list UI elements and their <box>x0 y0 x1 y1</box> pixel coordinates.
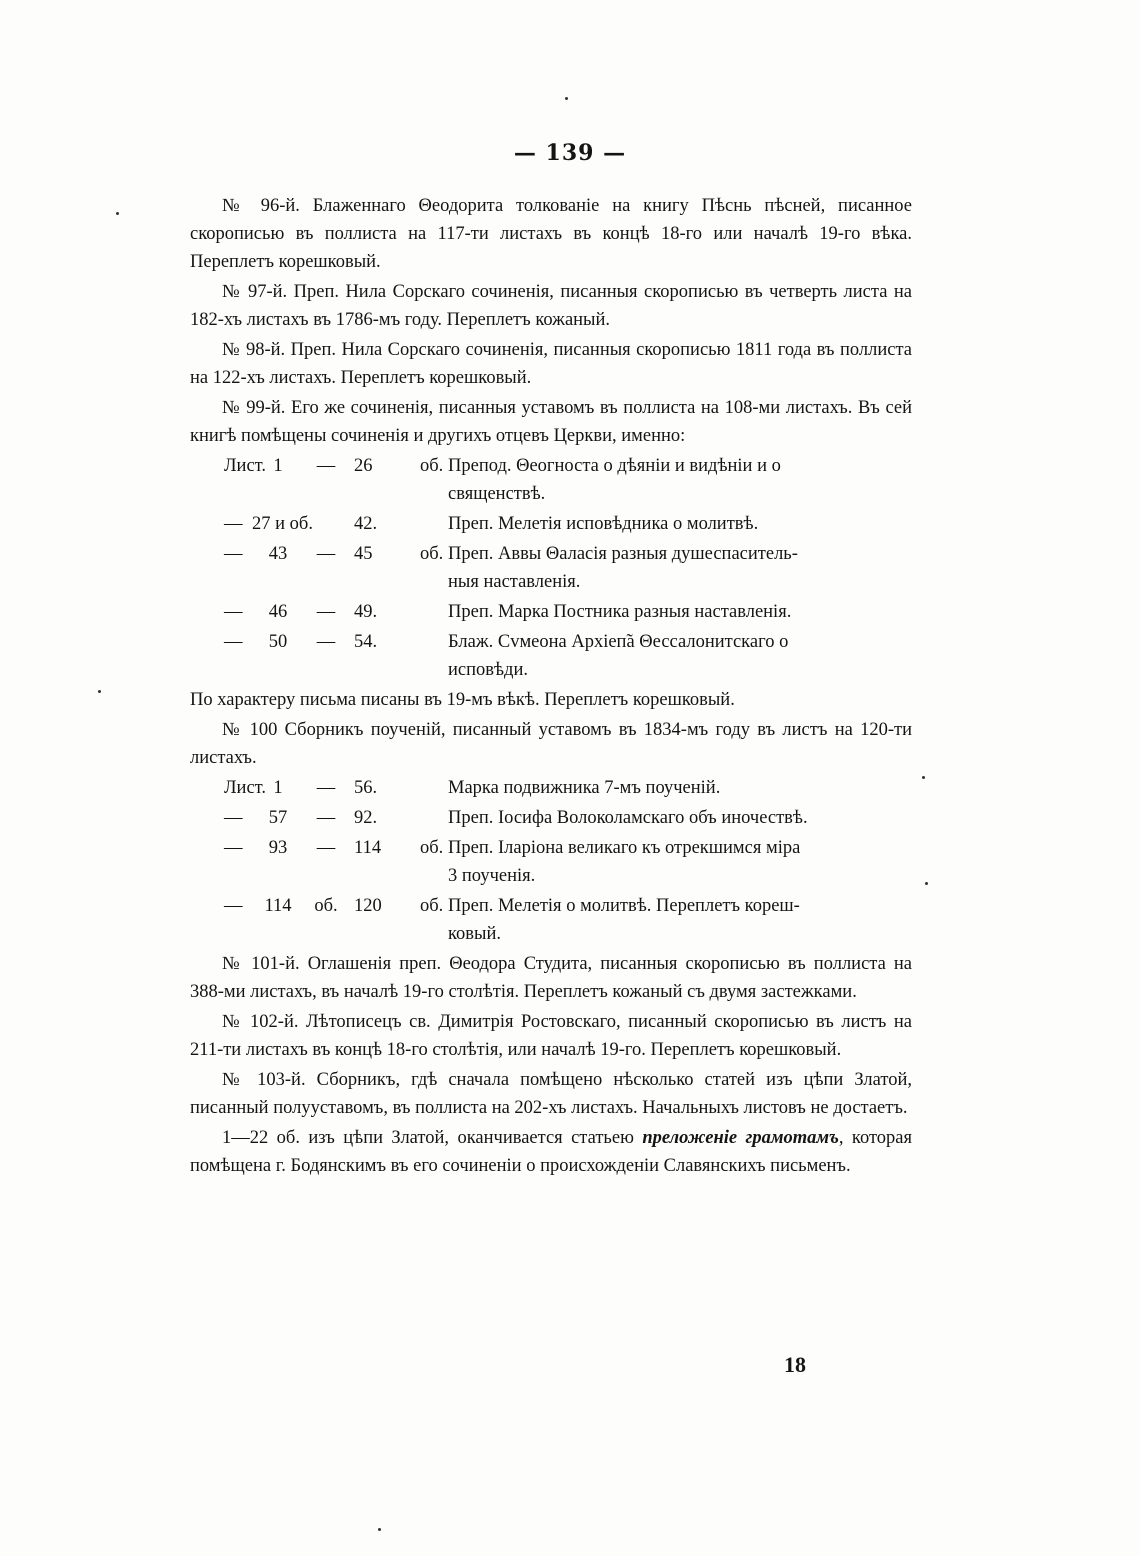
leaf-ref-part: 54. <box>354 632 378 652</box>
leaf-ref-part: — <box>316 838 336 858</box>
leaf-reference <box>190 774 448 802</box>
page-body <box>190 192 912 1182</box>
leaf-reference <box>190 452 448 508</box>
leaf-reference <box>190 628 448 684</box>
leaf-ref-part: 43 <box>268 544 288 564</box>
leaf-ref-part: — <box>224 632 243 652</box>
leaf-ref-part: Лист. <box>224 778 266 798</box>
contents-row <box>190 510 912 538</box>
print-speck <box>925 882 928 885</box>
leaf-ref-part: 49. <box>354 602 378 622</box>
entry-102: № 102-й. Лѣтописецъ св. Димитрія Ростовскаго, писанный скорописью въ листъ на 211-ти листахъ въ концѣ 18-го столѣтія, или началѣ 19-го. Переплетъ корешковый. <box>190 1012 912 1060</box>
description-line: ковый. <box>448 924 501 944</box>
entry-99: № 99-й. Его же сочиненія, писанныя уставомъ въ поллиста на 108-ми листахъ. Въ сей книгѣ помѣщены сочиненія и другихъ отцевъ Церкви, именно: <box>190 398 912 446</box>
contents-description <box>448 774 912 802</box>
description-line: исповѣди. <box>448 660 528 680</box>
contents-row <box>190 892 912 948</box>
leaf-ref-part: — <box>316 808 336 828</box>
entry-96: № 96-й. Блаженнаго Θеодорита толкованіе на книгу Пѣснь пѣсней, писанное скорописью въ поллиста на 117-ти листахъ въ концѣ 18-го или началѣ 19-го вѣка. Переплетъ корешковый. <box>190 196 912 272</box>
entry-103-contents <box>190 1124 912 1180</box>
leaf-ref-part: — <box>316 602 336 622</box>
leaf-ref-part: Лист. <box>224 456 266 476</box>
contents-row <box>190 598 912 626</box>
entry-100: № 100 Сборникъ поученій, писанный уставомъ въ 1834-мъ году въ листъ на 120-ти листахъ. <box>190 720 912 768</box>
contents-description <box>448 804 912 832</box>
contents-row <box>190 834 912 890</box>
leaf-ref-part: — <box>224 602 243 622</box>
leaf-ref-part: — <box>316 456 336 476</box>
entry-103: № 103-й. Сборникъ, гдѣ сначала помѣщено нѣсколько статей изъ цѣпи Златой, писанный полууставомъ, въ поллиста на 202-хъ листахъ. Начальныхъ листовъ не достаетъ. <box>190 1070 912 1118</box>
description-line: 3 поученія. <box>448 866 536 886</box>
entry-103-text-start: 1—22 об. изъ цѣпи Златой, оканчивается статьею <box>222 1128 643 1148</box>
description-line: Преп. Марка Постника разныя наставленія. <box>448 602 792 622</box>
leaf-reference <box>190 834 448 890</box>
leaf-ref-part: 27 и об. <box>252 514 313 534</box>
description-line: Блаж. Сvмеона Архіеп̃а Θессалонитскаго о <box>448 632 789 652</box>
leaf-ref-part: — <box>224 514 243 534</box>
contents-row <box>190 804 912 832</box>
leaf-ref-part: 57 <box>268 808 288 828</box>
contents-description <box>448 510 912 538</box>
page-number: — 139 — <box>513 140 627 166</box>
contents-row <box>190 540 912 596</box>
contents-description <box>448 540 912 596</box>
leaf-reference <box>190 804 448 832</box>
entry-101: № 101-й. Оглашенія преп. Θеодора Студита, писанныя скорописью въ поллиста на 388-ми листахъ, въ началѣ 19-го столѣтія. Переплетъ кожаный съ двумя застежками. <box>190 954 912 1002</box>
contents-table-100 <box>190 774 912 948</box>
leaf-ref-part: об. <box>314 896 338 916</box>
contents-description <box>448 834 912 890</box>
leaf-ref-part: об. <box>420 456 444 476</box>
leaf-ref-part: — <box>316 544 336 564</box>
contents-description <box>448 452 912 508</box>
leaf-ref-part: — <box>224 808 243 828</box>
entry-98: № 98-й. Преп. Нила Сорскаго сочиненія, писанныя скорописью 1811 года въ поллиста на 122-хъ листахъ. Переплетъ корешковый. <box>190 340 912 388</box>
leaf-ref-part: 45 <box>354 544 373 564</box>
print-speck <box>565 97 568 100</box>
leaf-ref-part: 120 <box>354 896 382 916</box>
leaf-ref-part: 114 <box>354 838 382 858</box>
leaf-ref-part: об. <box>420 544 444 564</box>
contents-description <box>448 892 912 948</box>
leaf-ref-part: 26 <box>354 456 373 476</box>
description-line: Преп. Мелетія исповѣдника о молитвѣ. <box>448 514 759 534</box>
entry-103-text-end: , которая помѣщена г. Бодянскимъ въ его сочиненіи о происхожденіи Славянскихъ письменъ. <box>190 1128 913 1176</box>
leaf-ref-part: — <box>224 838 243 858</box>
description-line: Препод. Θеогноста о дѣяніи и видѣніи и о <box>448 456 781 476</box>
leaf-ref-part: об. <box>420 838 444 858</box>
leaf-reference <box>190 892 448 948</box>
leaf-ref-part: 93 <box>268 838 288 858</box>
description-line: Преп. Аввы Θаласія разныя душеспаситель- <box>448 544 798 564</box>
leaf-ref-part: 56. <box>354 778 378 798</box>
print-speck <box>98 690 101 693</box>
contents-description <box>448 598 912 626</box>
leaf-ref-part: 92. <box>354 808 378 828</box>
contents-table-99 <box>190 452 912 684</box>
leaf-ref-part: 42. <box>354 514 378 534</box>
leaf-reference <box>190 510 448 538</box>
leaf-ref-part: 46 <box>268 602 288 622</box>
leaf-ref-part: 1 <box>273 456 283 476</box>
contents-row <box>190 628 912 684</box>
entry-97: № 97-й. Преп. Нила Сорскаго сочиненія, писанныя скорописью въ четверть листа на 182-хъ листахъ въ 1786-мъ году. Переплетъ кожаный. <box>190 282 912 330</box>
contents-description <box>448 628 912 684</box>
contents-row <box>190 774 912 802</box>
print-speck <box>116 212 119 215</box>
leaf-ref-part: 114 <box>264 896 292 916</box>
description-line: Преп. Іосифа Волоколамскаго объ иночествѣ. <box>448 808 808 828</box>
description-line: Преп. Мелетія о молитвѣ. Переплетъ кореш- <box>448 896 800 916</box>
print-speck <box>922 776 925 779</box>
leaf-ref-part: — <box>224 896 243 916</box>
leaf-ref-part: об. <box>420 896 444 916</box>
entry-103-italic-title: преложеніе грамотамъ <box>642 1128 839 1148</box>
leaf-ref-part: 50 <box>268 632 288 652</box>
leaf-ref-part: — <box>224 544 243 564</box>
leaf-ref-part: — <box>316 632 336 652</box>
leaf-reference <box>190 540 448 596</box>
description-line: священствѣ. <box>448 484 546 504</box>
description-line: ныя наставленія. <box>448 572 581 592</box>
entry-99-dating: По характеру письма писаны въ 19-мъ вѣкѣ. Переплетъ корешковый. <box>190 690 735 710</box>
signature-mark: 18 <box>784 1352 806 1377</box>
leaf-ref-part: — <box>316 778 336 798</box>
print-speck <box>378 1528 381 1531</box>
contents-row <box>190 452 912 508</box>
description-line: Преп. Іларіона великаго къ отрекшимся міра <box>448 838 801 858</box>
leaf-ref-part: 1 <box>273 778 283 798</box>
leaf-reference <box>190 598 448 626</box>
description-line: Марка подвижника 7-мъ поученій. <box>448 778 721 798</box>
